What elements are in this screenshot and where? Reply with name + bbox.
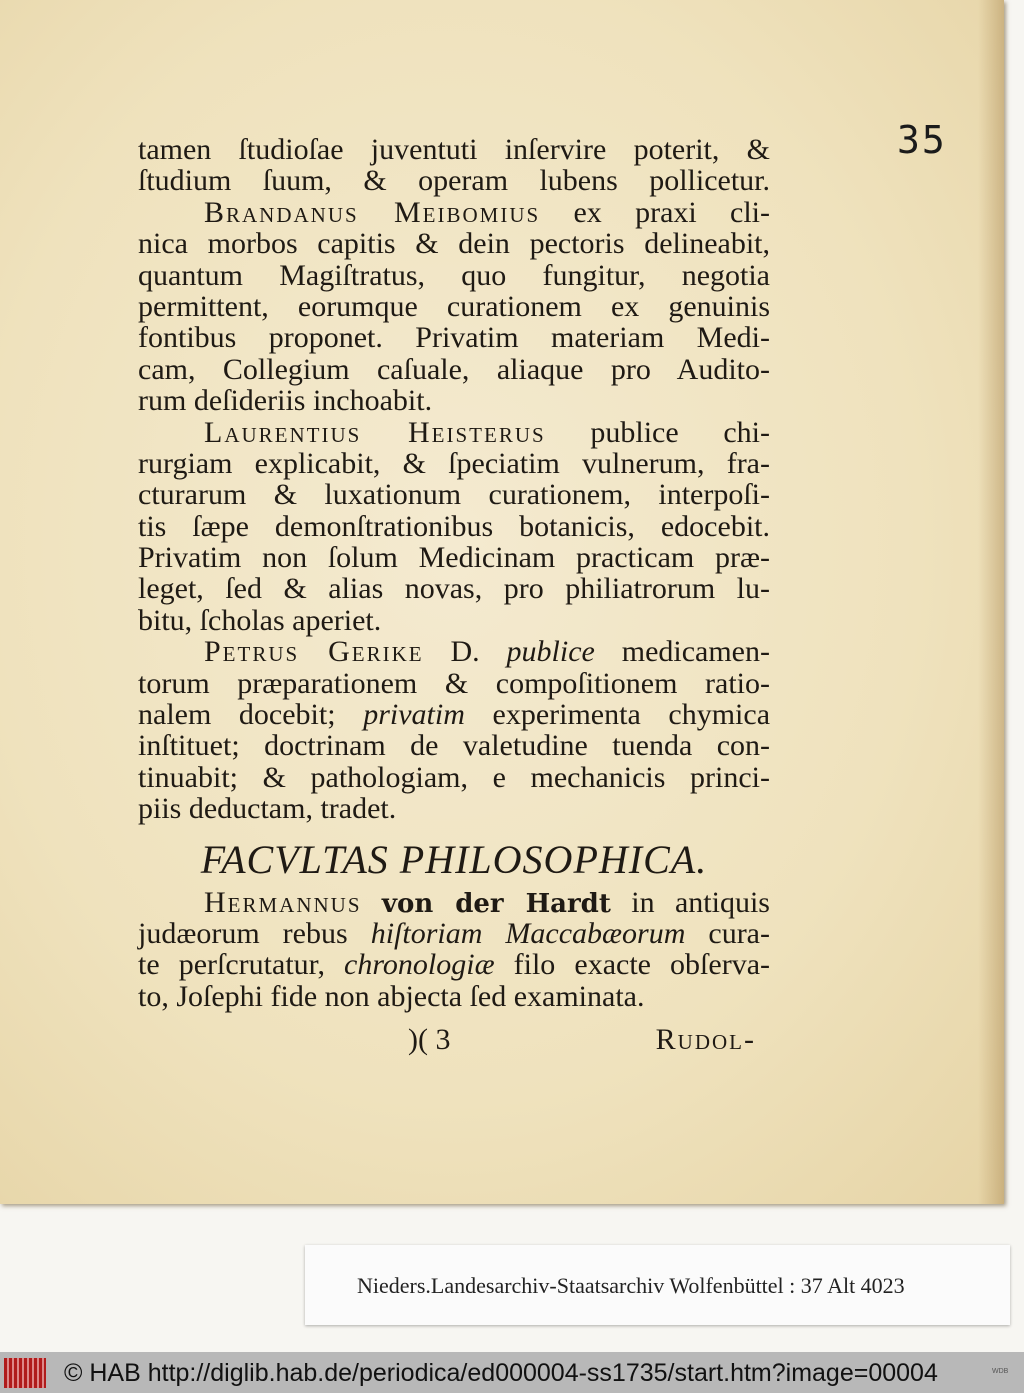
text-line — [138, 354, 770, 385]
text-segment: Petrus Gerike — [204, 635, 424, 669]
text-line — [138, 793, 770, 824]
archive-label — [305, 1245, 1010, 1325]
text-segment: nica morbos capitis & dein pectoris delineabit, — [138, 227, 770, 261]
text-segment: hiſtoriam Maccabæorum — [370, 916, 686, 950]
text-segment: filo exacte obſerva- — [494, 948, 770, 982]
text-line — [138, 981, 770, 1012]
text-segment: Brandanus Meibomius — [204, 195, 541, 229]
text-line — [138, 573, 770, 604]
text-line — [138, 165, 770, 196]
page-number: 35 — [897, 118, 947, 162]
text-line — [138, 197, 770, 228]
text-segment: Privatim non ſolum Medicinam practicam præ- — [138, 541, 770, 575]
text-segment: piis deductam, tradet. — [138, 792, 397, 826]
text-segment: torum præparationem & compoſitionem ratio- — [138, 666, 770, 700]
catchword: Rudol- — [655, 1023, 756, 1057]
section-heading — [138, 825, 770, 887]
text-segment: publice chi- — [545, 415, 770, 449]
text-segment: experimenta chymica — [464, 698, 771, 732]
text-segment: Laurentius Heisterus — [204, 415, 546, 449]
text-segment: permittent, eorumque curationem ex genuinis — [138, 289, 770, 323]
text-line — [138, 511, 770, 542]
signature-mark: )( 3 — [408, 1023, 451, 1057]
text-segment: rurgiam explicabit, & ſpeciatim vulnerum, fra- — [138, 446, 770, 480]
text-line — [138, 887, 770, 918]
text-segment: medicamen- — [594, 635, 770, 669]
text-line — [138, 636, 770, 667]
text-line — [138, 417, 770, 448]
text-segment: cturarum & luxationum curationem, interpoſi- — [138, 478, 770, 512]
text-segment: rum deſideriis inchoabit. — [138, 384, 433, 418]
text-segment: quantum Magiſtratus, quo fungitur, negotia — [138, 258, 770, 292]
text-line — [138, 228, 770, 259]
hab-logo-icon — [4, 1358, 46, 1388]
text-line — [138, 605, 770, 636]
text-segment — [362, 886, 382, 919]
text-segment: ex praxi cli- — [540, 195, 770, 229]
text-segment: ſtudium ſuum, & operam lubens pollicetur. — [138, 164, 770, 198]
text-line — [138, 448, 770, 479]
text-segment: FACVLTAS PHILOSOPHICA. — [200, 836, 708, 882]
text-segment: D. — [423, 635, 507, 669]
text-segment: tinuabit; & pathologiam, e mechanicis princi- — [138, 760, 770, 794]
text-line — [138, 668, 770, 699]
text-line — [138, 291, 770, 322]
text-segment: privatim — [363, 698, 465, 732]
text-segment: Hermannus — [204, 885, 362, 919]
text-line — [138, 762, 770, 793]
text-segment: cura- — [685, 916, 770, 950]
text-line — [138, 949, 770, 980]
text-segment: tis ſæpe demonſtrationibus botanicis, edocebit. — [138, 509, 770, 543]
footer-mark: WDB — [992, 1368, 1009, 1375]
text-segment: publice — [506, 635, 595, 669]
text-segment: bitu, ſcholas aperiet. — [138, 603, 382, 637]
text-line — [138, 730, 770, 761]
text-segment: nalem docebit; — [138, 698, 364, 732]
text-segment: fontibus proponet. Privatim materiam Medi- — [138, 321, 770, 355]
text-segment: in antiquis — [610, 885, 770, 919]
text-line — [138, 479, 770, 510]
footer-bar — [0, 1352, 1024, 1393]
text-line — [138, 385, 770, 416]
text-segment: chronologiæ — [344, 948, 495, 982]
archive-label-text: Nieders.Landesarchiv-Staatsarchiv Wolfenbüttel : 37 Alt 4023 — [357, 1273, 905, 1298]
text-line — [138, 542, 770, 573]
body-text — [138, 134, 770, 1058]
text-line — [138, 134, 770, 165]
text-segment: te perſcrutatur, — [138, 948, 345, 982]
text-line — [138, 322, 770, 353]
text-segment: judæorum rebus — [138, 916, 371, 950]
text-segment: leget, ſed & alias novas, pro philiatrorum lu- — [138, 572, 770, 606]
text-segment: tamen ſtudioſae juventuti inſervire poterit, & — [138, 133, 770, 166]
text-segment: cam, Collegium caſuale, aliaque pro Audito- — [138, 352, 770, 386]
text-segment: to, Joſephi fide non abjecta ſed examinata. — [138, 979, 645, 1013]
page-foot — [138, 1012, 770, 1058]
copyright-link[interactable]: © HAB http://diglib.hab.de/periodica/ed000004-ss1735/start.htm?image=00004 — [64, 1359, 938, 1387]
text-line — [138, 918, 770, 949]
text-segment: von der Hardt — [381, 888, 611, 919]
text-line — [138, 699, 770, 730]
text-line — [138, 260, 770, 291]
text-segment: inſtituet; doctrinam de valetudine tuenda con- — [138, 729, 770, 763]
